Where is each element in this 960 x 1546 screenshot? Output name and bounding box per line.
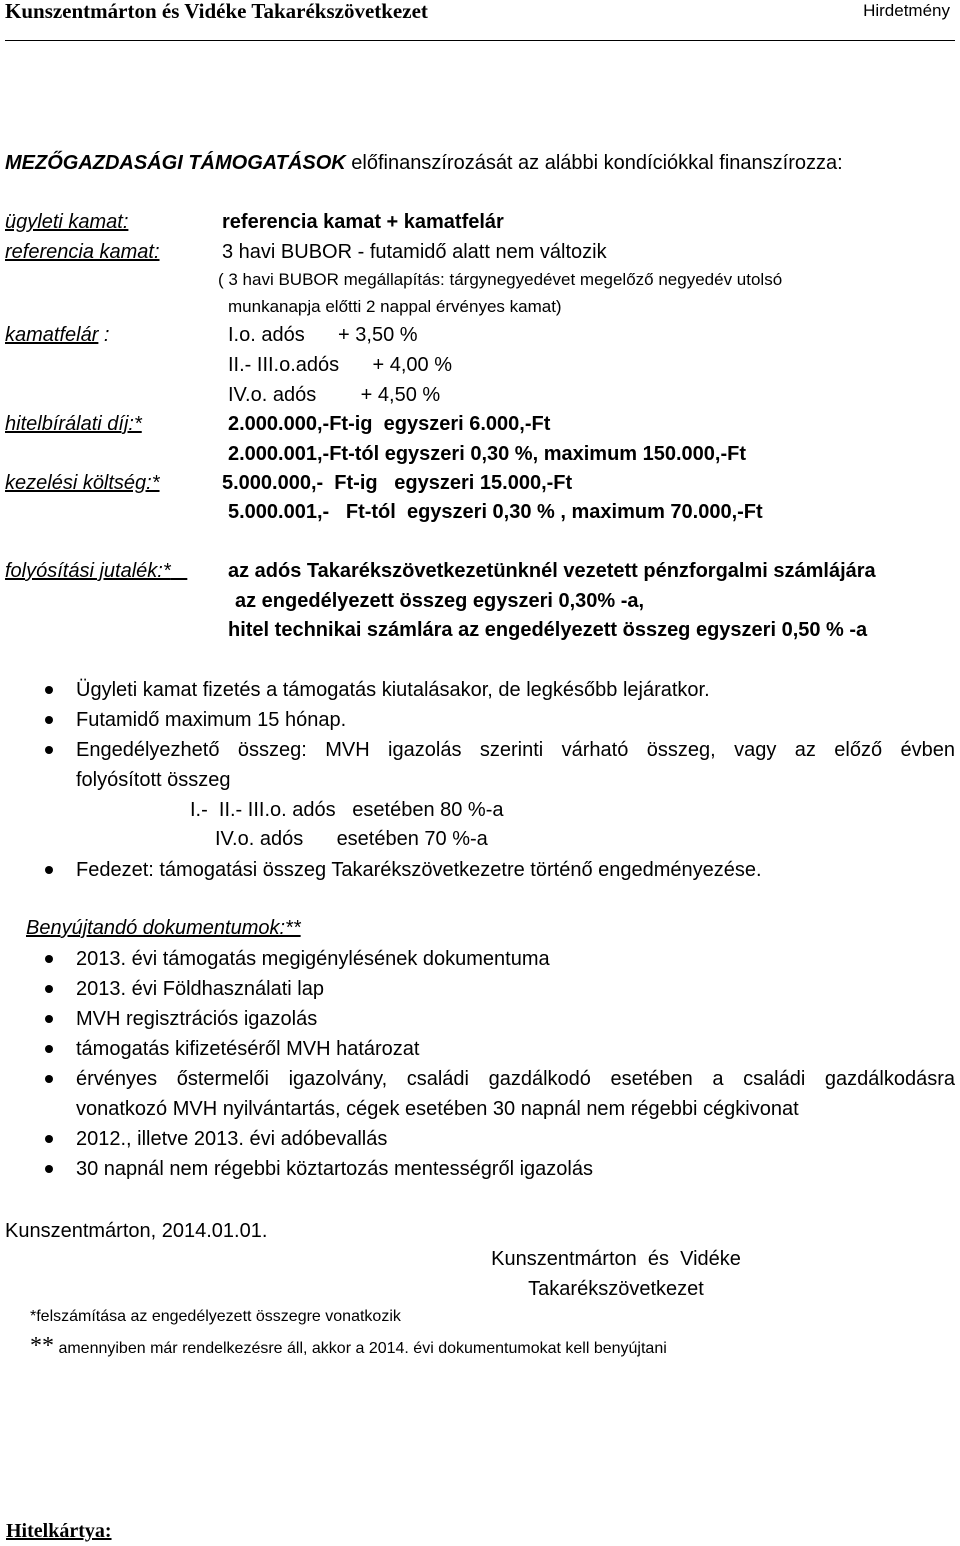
footnote-2-text: amennyiben már rendelkezésre áll, akkor a 2014. évi dokumentumokat kell benyújtani	[54, 1340, 667, 1357]
kamatfelar-label: kamatfelár :	[5, 324, 110, 346]
kamatfelar-row-3: IV.o. adós + 4,50 %	[228, 384, 441, 406]
bullet-icon	[45, 746, 53, 754]
ugyleti-kamat-label: ügyleti kamat:	[5, 211, 129, 233]
documents-title: Benyújtandó dokumentumok:**	[26, 917, 301, 939]
header-divider	[5, 40, 955, 41]
bullet-icon	[45, 716, 53, 724]
hitelbiralati-dij-label: hitelbírálati díj:*	[5, 413, 142, 435]
hitelbiralati-row-1: 2.000.000,-Ft-ig egyszeri 6.000,-Ft	[228, 413, 551, 435]
list-item: támogatás kifizetéséről MVH határozat	[5, 1034, 955, 1064]
kezelesi-koltseg-label: kezelési költség:*	[5, 472, 160, 494]
list-item: 2013. évi Földhasználati lap	[5, 974, 955, 1004]
fedezet-list	[5, 855, 955, 885]
folyositasi-row-3: hitel technikai számlára az engedélyezett összeg egyszeri 0,50 % -a	[228, 619, 868, 641]
kamatfelar-row-2: II.- III.o.adós + 4,00 %	[228, 354, 453, 376]
intro-line	[5, 152, 843, 175]
signature-line1: Kunszentmárton és Vidéke	[491, 1248, 741, 1270]
header-org-name: Kunszentmárton és Vidéke Takarékszövetkezet	[5, 0, 428, 23]
engedely-sub-row-1: I.- II.- III.o. adós esetében 80 %-a	[190, 799, 504, 821]
bullet-icon	[45, 985, 53, 993]
place-date: Kunszentmárton, 2014.01.01.	[5, 1220, 268, 1242]
kezelesi-row-2: 5.000.001,- Ft-tól egyszeri 0,30 % , maximum 70.000,-Ft	[228, 501, 763, 523]
bullet-icon	[45, 1165, 53, 1173]
list-item: Ügyleti kamat fizetés a támogatás kiutalásakor, de legkésőbb lejáratkor.	[5, 675, 955, 705]
intro-highlight: MEZŐGAZDASÁGI TÁMOGATÁSOK	[5, 152, 346, 174]
signature-line2: Takarékszövetkezet	[528, 1278, 704, 1300]
footnote-1: *felszámítása az engedélyezett összegre vonatkozik	[30, 1308, 401, 1325]
documents-list	[5, 944, 955, 1184]
list-item: MVH regisztrációs igazolás	[5, 1004, 955, 1034]
ugyleti-kamat-value: referencia kamat + kamatfelár	[222, 211, 504, 233]
referencia-note-line2: munkanapja előtti 2 nappal érvényes kamat)	[228, 297, 562, 316]
kamatfelar-row-1: I.o. adós + 3,50 %	[228, 324, 418, 346]
bullet-icon	[45, 1075, 53, 1083]
hitelbiralati-row-2: 2.000.001,-Ft-tól egyszeri 0,30 %, maximum 150.000,-Ft	[228, 443, 747, 465]
referencia-kamat-value: 3 havi BUBOR - futamidő alatt nem változik	[222, 241, 607, 263]
referencia-note-line1: ( 3 havi BUBOR megállapítás: tárgynegyedévet megelőző negyedév utolsó	[218, 270, 783, 289]
header-doc-type: Hirdetmény	[863, 1, 950, 20]
bullet-icon	[45, 1135, 53, 1143]
footnote-2-mark: **	[30, 1333, 54, 1359]
bullet-icon	[45, 866, 53, 874]
bullet-icon	[45, 686, 53, 694]
bullet-icon	[45, 1015, 53, 1023]
list-item: Engedélyezhető összeg: MVH igazolás szerinti várható összeg, vagy az előző évben folyósított összeg	[5, 735, 955, 795]
list-item: Fedezet: támogatási összeg Takarékszövetkezetre történő engedményezése.	[5, 855, 955, 885]
folyositasi-row-1: az adós Takarékszövetkezetünknél vezetett pénzforgalmi számlájára	[228, 560, 876, 582]
list-item: 2012., illetve 2013. évi adóbevallás	[5, 1124, 955, 1154]
folyositasi-jutalek-label: folyósítási jutalék:*	[5, 560, 171, 582]
folyositasi-row-2: az engedélyezett összeg egyszeri 0,30% -a,	[235, 590, 645, 612]
intro-text: előfinanszírozását az alábbi kondíciókkal finanszírozza:	[345, 152, 843, 174]
engedely-sub-row-2: IV.o. adós esetében 70 %-a	[215, 828, 488, 850]
list-item: 30 napnál nem régebbi köztartozás mentességről igazolás	[5, 1154, 955, 1184]
referencia-kamat-label: referencia kamat:	[5, 241, 160, 263]
conditions-bullet-list	[5, 675, 955, 795]
list-item: Futamidő maximum 15 hónap.	[5, 705, 955, 735]
bullet-icon	[45, 1045, 53, 1053]
list-item: érvényes őstermelői igazolvány, családi gazdálkodó esetében a családi gazdálkodásra vonatkozó MVH nyilvántartás, cégek esetében 30 napnál nem régebbi cégkivonat	[5, 1064, 955, 1124]
footnote-2	[30, 1333, 667, 1360]
bullet-icon	[45, 955, 53, 963]
list-item: 2013. évi támogatás megigénylésének dokumentuma	[5, 944, 955, 974]
kezelesi-row-1: 5.000.000,- Ft-ig egyszeri 15.000,-Ft	[222, 472, 573, 494]
section-heading-hitelkartya: Hitelkártya:	[6, 1520, 112, 1542]
